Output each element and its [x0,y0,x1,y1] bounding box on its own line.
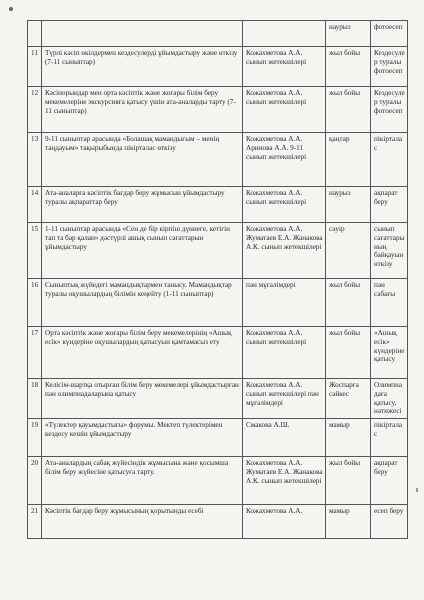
event-timing: жыл бойы [326,457,371,505]
row-number: 12 [28,87,42,133]
event-timing: наурыз [326,187,371,223]
completion-form: ақпарат беру [371,187,408,223]
responsible-persons: Кожахметова А.А. Жуматаев Е.А. Жанакова А.К. сынып жетекшілері [243,223,326,279]
row-number: 16 [28,279,42,327]
table-row [28,505,408,539]
table-row [28,21,408,47]
responsible-persons: Кожахметова А.А. сынып жетекшілері [243,187,326,223]
scan-mark [9,7,13,11]
row-number: 15 [28,223,42,279]
event-description: Ата-аналардың сабақ жүйесіндік жұмысына және қосымша білім беру жүйесіне қатысуға тарту. [42,457,243,505]
responsible-persons [243,21,326,47]
row-number: 18 [28,379,42,419]
responsible-persons: Кожахметова А.А. Аринова А.А. 9-11 сынып жетекшілері [243,133,326,187]
completion-form: Кездесулер туралы фотоесеп [371,47,408,87]
completion-form: фотоесеп [371,21,408,47]
event-description: Келісім-шартқа отырған білім беру мекемелері ұйымдастырған пән олимпиадаларына қатысу [42,379,243,419]
table-row [28,457,408,505]
event-description: 1-11 сыныптар арасында «Сен де бір кірпіш дүниеге, кетігін тап та бар қалан» дәстүрлі ашық сынып сағаттарын ұйымдастыру [42,223,243,279]
event-timing: жыл бойы [326,279,371,327]
table-row [28,223,408,279]
responsible-persons: Кожахметова А.А. сынып жетекшілері [243,327,326,379]
event-description: Кәсіпорындар мен орта кәсіптік және жоғары білім беру мекемелеріне экскурсияға қатысу үшін ата-аналарды тарту (7-11 сыныптар) [42,87,243,133]
responsible-persons: Кожахметова А.А. сынып жетекшілері пән мұғалімдері [243,379,326,419]
responsible-persons: пән мұғалімдері [243,279,326,327]
row-number [28,21,42,47]
event-description: 9-11 сыныптар арасында «Болашақ мамандығым – менің таңдауым» тақырыбында пікірталас өткізу [42,133,243,187]
completion-form: пікірталас [371,419,408,457]
event-timing: қаңтар [326,133,371,187]
responsible-persons: Кожахметова А.А. [243,505,326,539]
completion-form: пән сабағы [371,279,408,327]
row-number: 14 [28,187,42,223]
event-description: «Түлектер қауымдастығы» форумы. Мектеп түлектерімен кездесу кешін ұйымдастыру [42,419,243,457]
scan-edge-mark [416,488,418,492]
responsible-persons: Кожахметова А.А. Жуматаев Е.А. Жанакова А.К. сынып жетекшілері [243,457,326,505]
row-number: 21 [28,505,42,539]
event-description: Ата-аналарға кәсіптік бағдар беру жұмысын ұйымдастыру туралы ақпараттар беру [42,187,243,223]
event-description: Түрлі кәсіп өкілдермен кездесулерді ұйымдастыру және өткізу (7-11 сыныптар) [42,47,243,87]
table-row [28,87,408,133]
completion-form: «Ашық есік» күндеріне қатысу [371,327,408,379]
table-row [28,327,408,379]
responsible-persons: Кожахметова А.А. сынып жетекшілері [243,47,326,87]
completion-form: сынып сағаттарының байқауын өткізу [371,223,408,279]
row-number: 11 [28,47,42,87]
responsible-persons: Кожахметова А.А. сынып жетекшілері [243,87,326,133]
event-timing: жыл бойы [326,327,371,379]
event-description: Сыныптық жүйедегі мамандықтармен танысу. Мамандықтар туралы оқушылардың білімін кеңейту (1-11 сыныптар) [42,279,243,327]
completion-form: ақпарат беру [371,457,408,505]
table-row [28,187,408,223]
table-row [28,379,408,419]
event-timing: Жоспарға сәйкес [326,379,371,419]
row-number: 19 [28,419,42,457]
completion-form: есеп беру [371,505,408,539]
table-row [28,133,408,187]
event-timing: жыл бойы [326,47,371,87]
event-timing: наурыз [326,21,371,47]
event-timing: мамыр [326,419,371,457]
career-guidance-plan-table [27,20,408,539]
row-number: 13 [28,133,42,187]
row-number: 17 [28,327,42,379]
completion-form: пікірталас [371,133,408,187]
table-row [28,279,408,327]
table-row [28,419,408,457]
responsible-persons: Смакова А.Ш. [243,419,326,457]
event-timing: сәуір [326,223,371,279]
completion-form: Олимпиадаға қатысу, нәтижесі [371,379,408,419]
event-timing: жыл бойы [326,87,371,133]
event-timing: мамыр [326,505,371,539]
event-description [42,21,243,47]
event-description: Кәсіптік бағдар беру жұмысының қорытынды есебі [42,505,243,539]
table-row [28,47,408,87]
row-number: 20 [28,457,42,505]
event-description: Орта кәсіптік және жоғары білім беру мекемелерінің «Ашық есік» күндеріне оқушылардың қатысуын қамтамасыз ету [42,327,243,379]
completion-form: Кездесулер туралы фотоесеп [371,87,408,133]
